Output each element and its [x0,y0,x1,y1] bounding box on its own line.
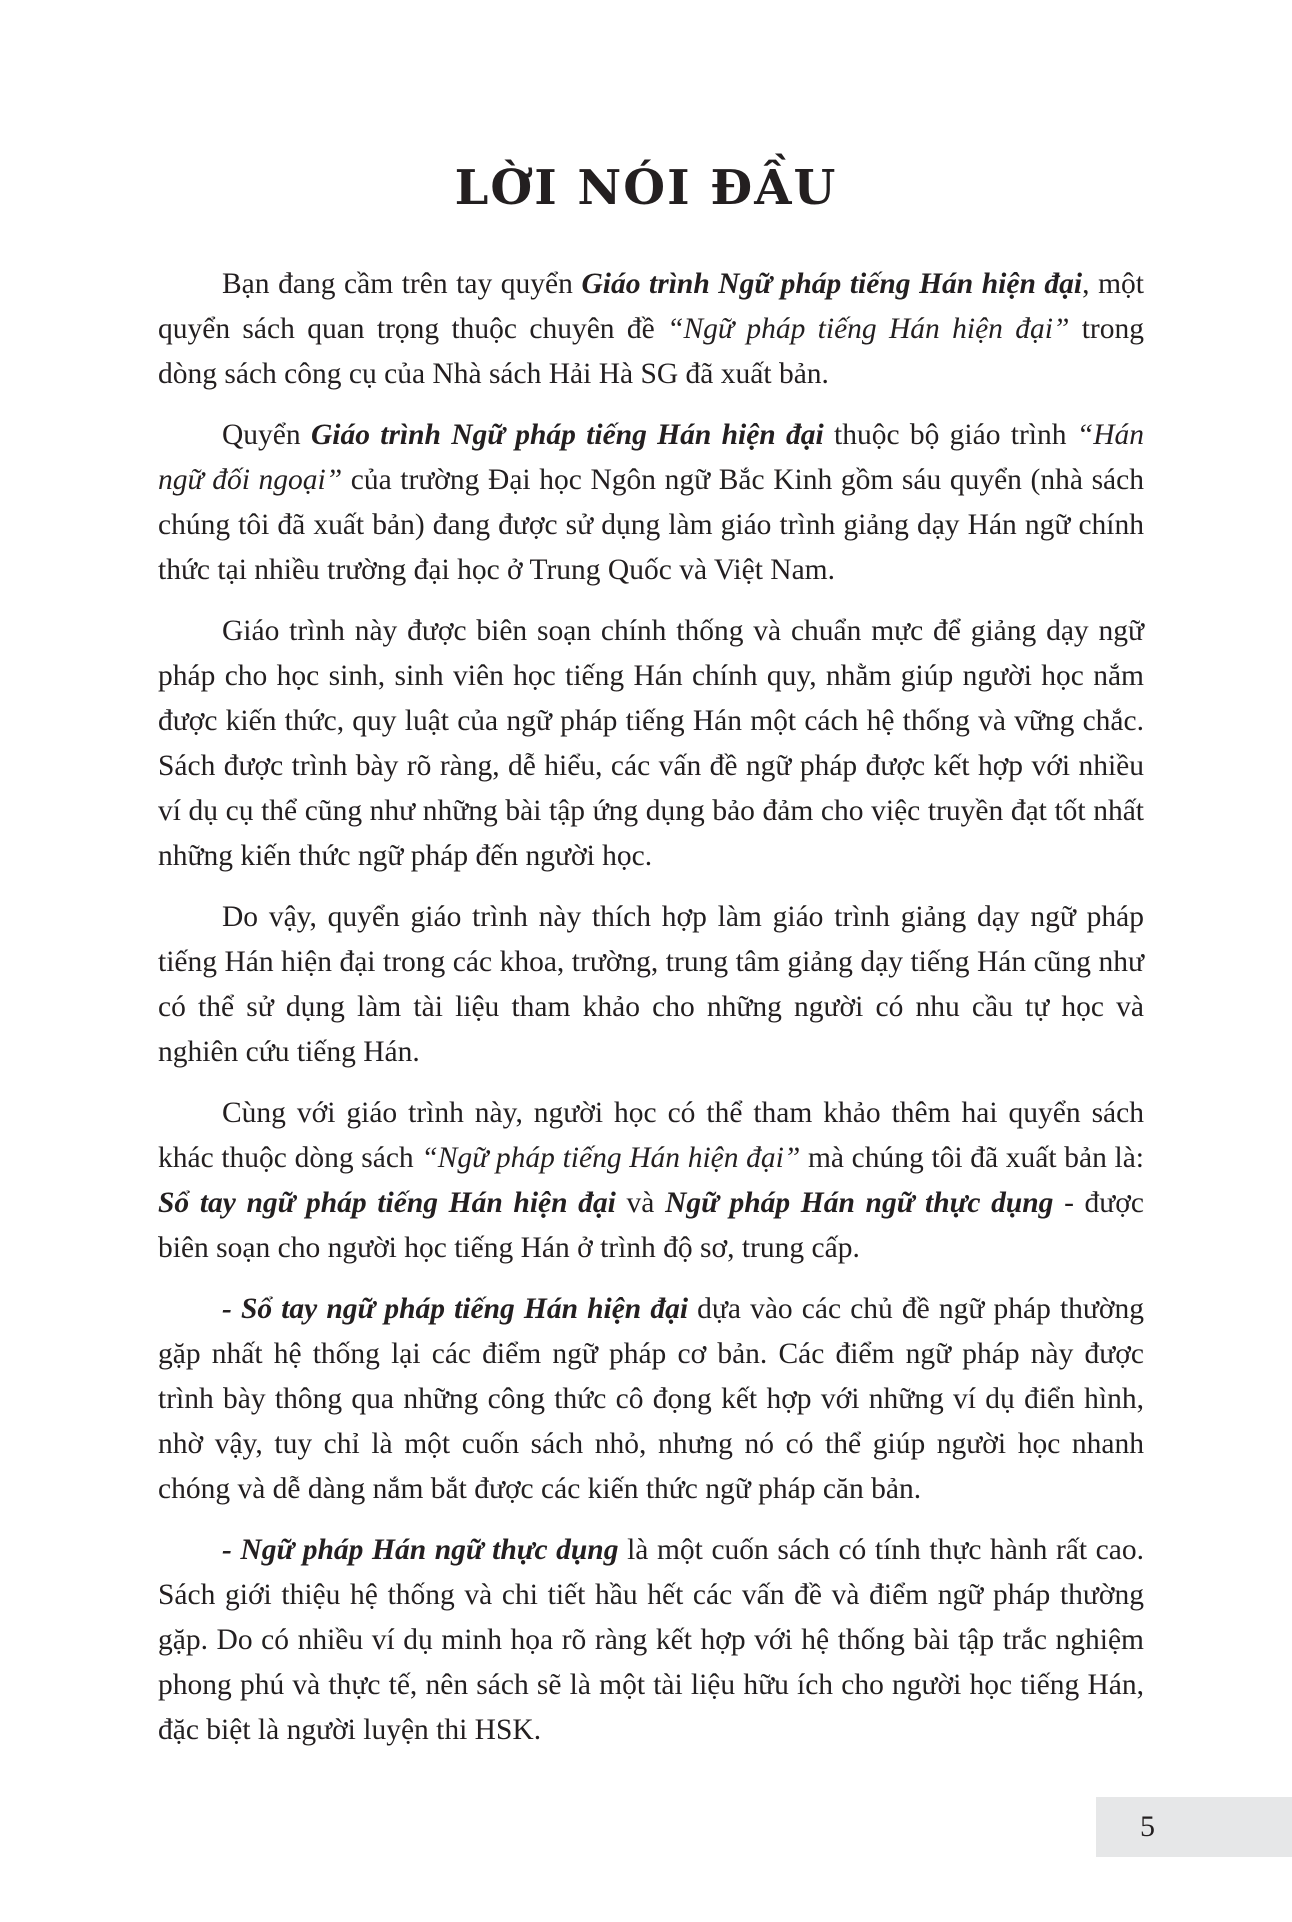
book-title-highlight: Giáo trình Ngữ pháp tiếng Hán hiện đại [581,268,1083,300]
series-title: “Ngữ pháp tiếng Hán hiện đại” [667,313,1070,345]
page-title: LỜI NÓI ĐẦU [454,160,838,216]
paragraph-7: - Ngữ pháp Hán ngữ thực dụng là một cuốn sách có tính thực hành rất cao. Sách giới thiệu hệ thống và chi tiết hầu hết các vấn đề và điểm ngữ pháp thường gặp. Do có nhiều ví dụ minh họa rõ ràng kết hợp với hệ thống bài tập trắc nghiệm phong phú và thực tế, nên sách sẽ là một tài liệu hữu ích cho người học tiếng Hán, đặc biệt là người luyện thi HSK. [158,1534,1144,1746]
paragraph-3: Giáo trình này được biên soạn chính thống và chuẩn mực để giảng dạy ngữ pháp cho học sinh, sinh viên học tiếng Hán chính quy, nhằm giúp người học nắm được kiến thức, quy luật của ngữ pháp tiếng Hán một cách hệ thống và vững chắc. Sách được trình bày rõ ràng, dễ hiểu, các vấn đề ngữ pháp được kết hợp với nhiều ví dụ cụ thể cũng như những bài tập ứng dụng bảo đảm cho việc truyền đạt tốt nhất những kiến thức ngữ pháp đến người học. [158,615,1144,872]
series-title: “Hán ngữ đối ngoại” [158,419,1144,496]
book-title-highlight: Sổ tay ngữ pháp tiếng Hán hiện đại [158,1187,616,1219]
book-title-highlight: - Ngữ pháp Hán ngữ thực dụng [222,1534,619,1566]
book-title-highlight: - Sổ tay ngữ pháp tiếng Hán hiện đại [222,1293,689,1325]
paragraph-5: Cùng với giáo trình này, người học có thể tham khảo thêm hai quyển sách khác thuộc dòng sách “Ngữ pháp tiếng Hán hiện đại” mà chúng tôi đã xuất bản là: Sổ tay ngữ pháp tiếng Hán hiện đại và Ngữ pháp Hán ngữ thực dụng - được biên soạn cho người học tiếng Hán ở trình độ sơ, trung cấp. [158,1097,1144,1264]
page-number: 5 [1140,1810,1155,1843]
paragraph-4: Do vậy, quyển giáo trình này thích hợp làm giáo trình giảng dạy ngữ pháp tiếng Hán hiện đại trong các khoa, trường, trung tâm giảng dạy tiếng Hán cũng như có thể sử dụng làm tài liệu tham khảo cho những người có nhu cầu tự học và nghiên cứu tiếng Hán. [158,901,1144,1068]
paragraph-2: Quyển Giáo trình Ngữ pháp tiếng Hán hiện đại thuộc bộ giáo trình “Hán ngữ đối ngoại” của trường Đại học Ngôn ngữ Bắc Kinh gồm sáu quyển (nhà sách chúng tôi đã xuất bản) đang được sử dụng làm giáo trình giảng dạy Hán ngữ chính thức tại nhiều trường đại học ở Trung Quốc và Việt Nam. [158,419,1144,586]
paragraph-1: Bạn đang cầm trên tay quyển Giáo trình Ngữ pháp tiếng Hán hiện đại, một quyển sách quan trọng thuộc chuyên đề “Ngữ pháp tiếng Hán hiện đại” trong dòng sách công cụ của Nhà sách Hải Hà SG đã xuất bản. [158,268,1144,390]
page-number-tab [1096,1797,1292,1857]
book-title-highlight: Ngữ pháp Hán ngữ thực dụng [665,1187,1054,1219]
book-title-highlight: Giáo trình Ngữ pháp tiếng Hán hiện đại [310,419,824,451]
series-title: “Ngữ pháp tiếng Hán hiện đại” [421,1142,801,1174]
preface-body [158,262,1144,1769]
paragraph-6: - Sổ tay ngữ pháp tiếng Hán hiện đại dựa vào các chủ đề ngữ pháp thường gặp nhất hệ thống lại các điểm ngữ pháp cơ bản. Các điểm ngữ pháp này được trình bày thông qua những công thức cô đọng kết hợp với những ví dụ điển hình, nhờ vậy, tuy chỉ là một cuốn sách nhỏ, nhưng nó có thể giúp người học nhanh chóng và dễ dàng nắm bắt được các kiến thức ngữ pháp căn bản. [158,1293,1144,1505]
